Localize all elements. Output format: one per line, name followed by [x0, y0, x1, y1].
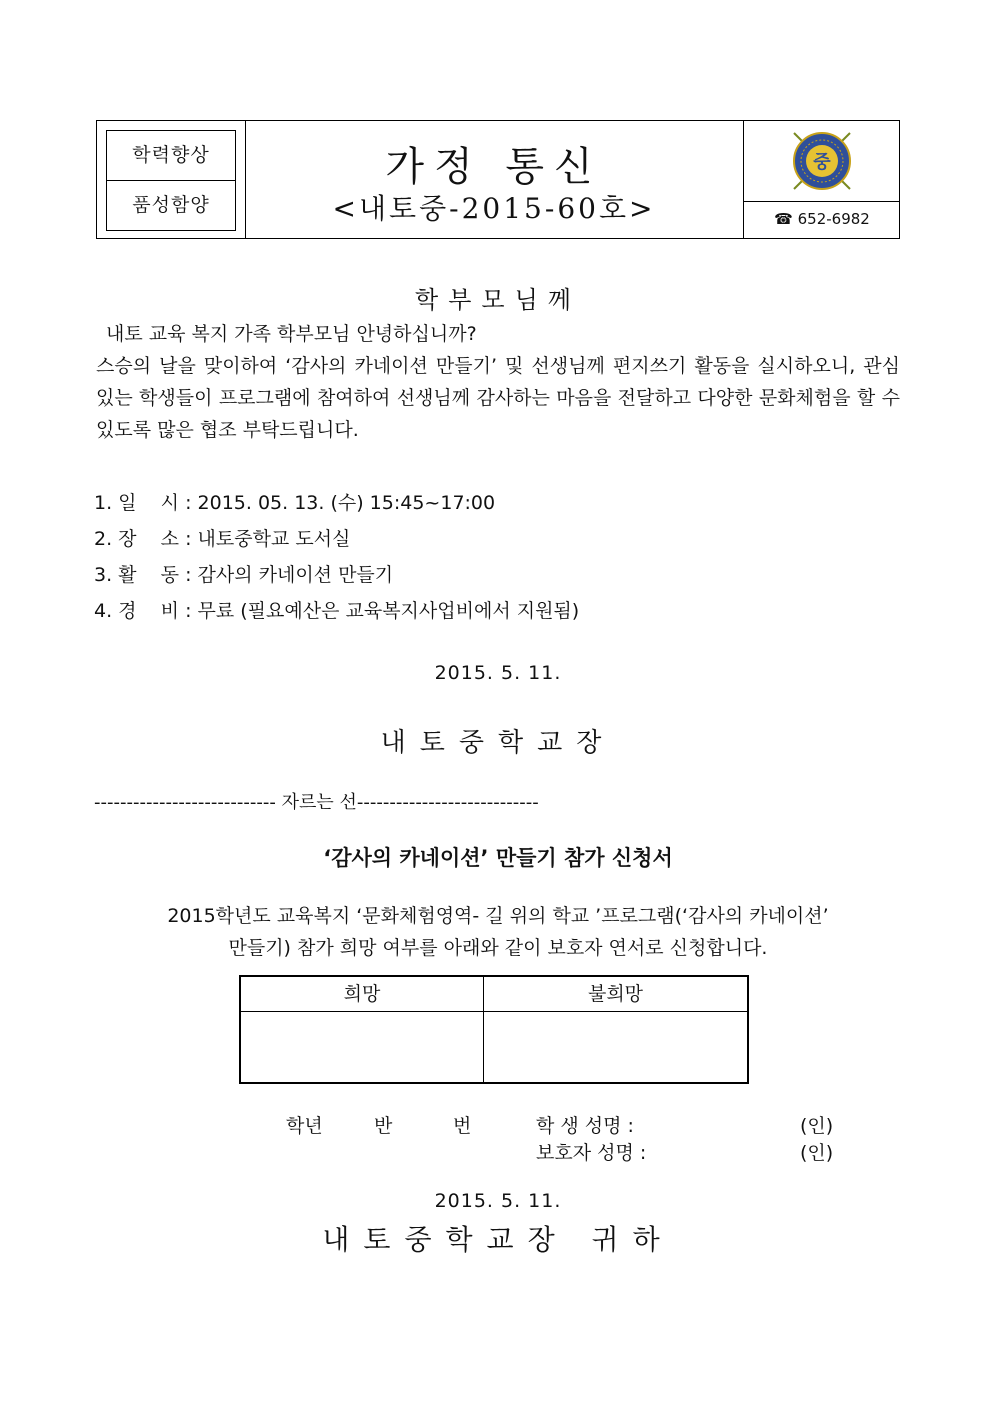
student-number-label: 번	[453, 1115, 472, 1137]
motto-cell	[97, 121, 246, 238]
motto-box	[106, 130, 236, 231]
application-intro-line2: 만들기) 참가 희망 여부를 아래와 같이 보호자 연서로 신청합니다.	[228, 937, 768, 959]
issue-number: <내토중-2015-60호>	[332, 192, 656, 225]
emblem-text: 중	[813, 152, 831, 173]
school-emblem-icon	[788, 127, 856, 195]
body-paragraph: 스승의 날을 맞이하여 ‘감사의 카네이션 만들기’ 및 선생님께 편지쓰기 활동을 실시하오니, 관심 있는 학생들이 프로그램에 참여하여 선생님께 감사하는 마음을 전달하고 다양한 문화체험을 할 수 있도록 많은 협조 부탁드립니다.	[96, 355, 900, 441]
cut-line: ---------------------------- 자르는 선----------------------------	[94, 792, 539, 813]
detail-item-activity: 3. 활 동 : 감사의 카네이션 만들기	[94, 564, 394, 586]
phone-number-row	[744, 201, 900, 238]
notice-date: 2015. 5. 11.	[434, 662, 562, 684]
student-name-label: 학 생 성명 :	[536, 1115, 634, 1137]
application-title: ‘감사의 카네이션’ 만들기 참가 신청서	[323, 846, 673, 870]
hope-mark-cell[interactable]	[241, 1012, 483, 1082]
logo-box	[744, 121, 900, 202]
phone-icon: ☎	[774, 210, 793, 228]
parent-seal: (인)	[800, 1142, 834, 1164]
class-label: 반	[374, 1115, 393, 1137]
participation-choice-table	[239, 975, 749, 1084]
parent-name-label: 보호자 성명 :	[536, 1142, 647, 1164]
no-hope-column-header: 불희망	[484, 977, 747, 1012]
emblem-cell	[743, 121, 900, 238]
phone-number: 652-6982	[797, 210, 870, 228]
application-date: 2015. 5. 11.	[434, 1190, 562, 1212]
intro-paragraph: 내토 교육 복지 가족 학부모님 안녕하십니까?	[106, 323, 477, 345]
detail-item-place: 2. 장 소 : 내토중학교 도서실	[94, 528, 351, 550]
header-box	[96, 120, 900, 239]
grade-label: 학년	[286, 1115, 323, 1137]
student-seal: (인)	[800, 1115, 834, 1137]
detail-item-date: 1. 일 시 : 2015. 05. 13. (수) 15:45~17:00	[94, 492, 496, 514]
addressee: 내토중학교장 귀하	[322, 1223, 674, 1256]
detail-item-cost: 4. 경 비 : 무료 (필요예산은 교육복지사업비에서 지원됨)	[94, 600, 580, 622]
motto-character: 품성함양	[132, 194, 210, 216]
motto-academic: 학력향상	[107, 131, 235, 181]
application-intro-line1: 2015학년도 교육복지 ‘문화체험영역- 길 위의 학교 ’프로그램(‘감사의 카네이션’	[167, 905, 829, 927]
principal-signature: 내토중학교장	[380, 728, 616, 758]
greeting: 학부모님께	[415, 286, 581, 314]
no-hope-mark-cell[interactable]	[484, 1012, 747, 1082]
hope-column-header: 희망	[241, 977, 483, 1012]
page-title: 가정 통신	[385, 144, 603, 190]
title-cell	[245, 121, 743, 238]
